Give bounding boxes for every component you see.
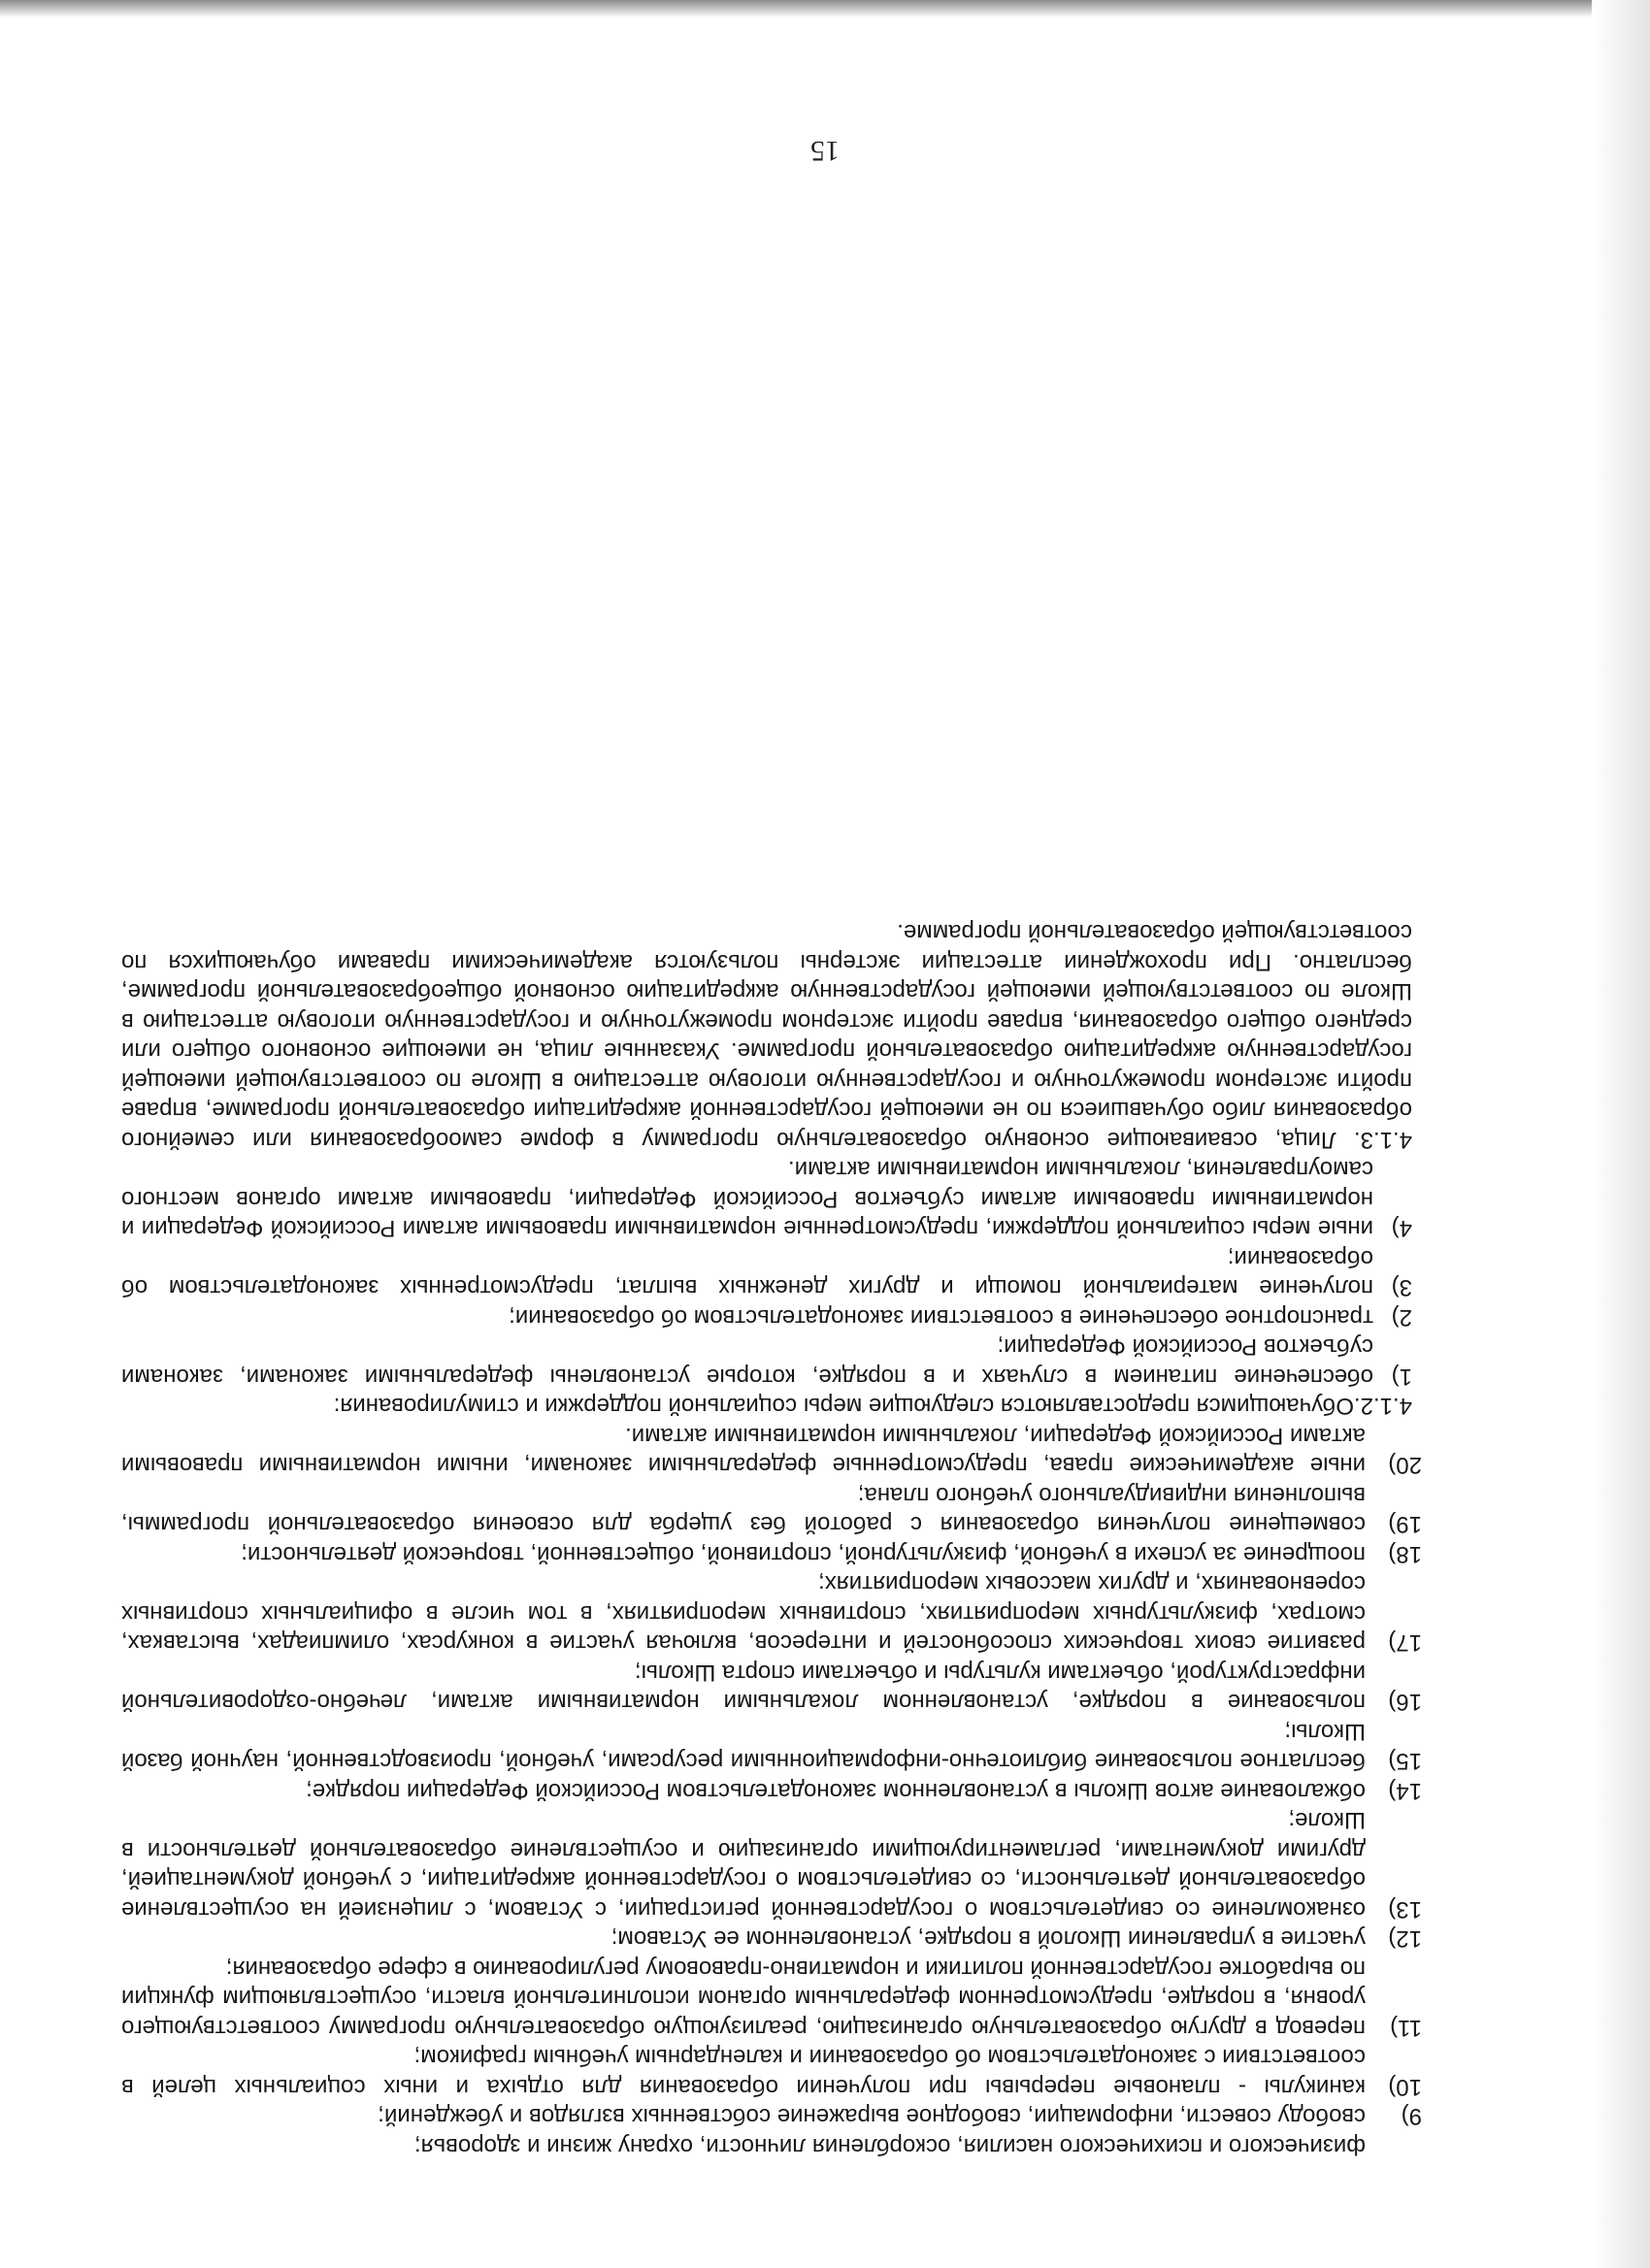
list-item-text: ознакомление со свидетельством о государственной регистрации, с Уставом, с лицензией на осуществление образовательной деятельности, со свидетельством о государственной аккредитации, с учебной документацией, другими документами, регламентирующими организацию и осуществление образовательной деятельности в Школе; — [121, 1807, 1366, 1923]
list-item-number: 14) — [1388, 1778, 1422, 1804]
list-item-number: 10) — [1388, 2074, 1422, 2100]
clause-4-1-3: 4.1.3. Лица, осваивающие основную образовательную программу в форме самообразования или семейного образования либо обучавшиеся по не имеющей государственной аккредитации образовательной программе, вправе пройти экстерном промежуточную и государственную итоговую аттестацию в Школе по соответствующей имеющей государственную аккредитацию образовательной программе. Указанные лица, не имеющие основного общего или среднего общего образования, вправе пройти экстерном промежуточную и государственную итоговую аттестацию в Школе по соответствующей имеющей государственную аккредитацию основной общеобразовательной программе, бесплатно. При прохождении аттестации экстерны пользуются академическими правами обучающихся по соответствующей образовательной программе. — [121, 919, 1412, 1153]
list-item-text: поощрение за успехи в учебной, физкультурной, спортивной, общественной, творческой деятельности; — [241, 1541, 1366, 1567]
list-item — [121, 1243, 1412, 1302]
list-item-text: бесплатное пользование библиотечно-информационными ресурсами, учебной, производственной, научной базой Школы; — [121, 1719, 1366, 1775]
list-item-number: 4) — [1391, 1215, 1412, 1242]
list-item-number: 2) — [1391, 1304, 1412, 1331]
list-item-number: 19) — [1388, 1511, 1422, 1538]
list-item — [121, 1923, 1422, 1954]
list-item-number: 12) — [1388, 1925, 1422, 1953]
list-item — [121, 1776, 1422, 1806]
list-item — [121, 1658, 1422, 1717]
list-item — [121, 1480, 1422, 1539]
list-item — [121, 1154, 1412, 1243]
list-item — [121, 1331, 1412, 1391]
page-number: 15 — [810, 135, 840, 167]
list-item-text: каникулы - плановые перерывы при получении образования для отдыха и иных социальных целей в соответствии с законодательством об образовании и календарным учебным графиком; — [121, 2044, 1366, 2100]
list-item — [121, 2042, 1422, 2101]
list-item — [121, 2131, 1412, 2161]
list-item-text: пользование в порядке, установленном локальными нормативными актами, лечебно-оздоровительной инфраструктурой, объектами культуры и объектами спорта Школы; — [121, 1660, 1366, 1716]
list-item-number: 3) — [1391, 1274, 1412, 1301]
list-item-text: участие в управлении Школой в порядке, установленном ее Уставом; — [610, 1925, 1366, 1953]
support-measures-list — [121, 1154, 1412, 1391]
list-item-number: 18) — [1388, 1541, 1422, 1567]
list-item-text: обжалование актов Школы в установленном законодательством Российской Федерации порядке; — [306, 1778, 1366, 1804]
list-item-number: 9) — [1401, 2103, 1422, 2130]
list-item-text: иные меры социальной поддержки, предусмотренные нормативными правовыми актами Российской Федерации и нормативными правовыми актами субъектов Российской Федерации, правовыми актами органов местного самоуправления, локальными нормативными актами. — [121, 1156, 1373, 1242]
list-item — [121, 1539, 1422, 1569]
rights-list — [121, 1421, 1422, 2161]
list-item-text: перевод в другую образовательную организацию, реализующую образовательную программу соответствующего уровня, в порядке, предусмотренном федеральным органом исполнительной власти, осуществляющим функции по выработке государственной политики и нормативно-правовому регулированию в сфере образования; — [121, 1956, 1366, 2041]
list-item — [121, 1805, 1422, 1923]
list-item-text: свободу совести, информации, свободное выражение собственных взглядов и убеждений; — [378, 2103, 1366, 2130]
list-item-number: 15) — [1388, 1748, 1422, 1775]
list-item-number: 17) — [1388, 1629, 1422, 1657]
list-item-text: обеспечение питанием в случаях и в порядке, которые установлены федеральными законами, законами субъектов Российской Федерации; — [121, 1333, 1373, 1390]
list-item — [121, 2101, 1422, 2131]
list-item-text: получение материальной помощи и других денежных выплат, предусмотренных законодательством об образовании; — [121, 1245, 1373, 1301]
clause-4-1-2: 4.1.2.Обучающимся предоставляются следующие меры социальной поддержки и стимулирования: — [333, 1393, 1412, 1420]
list-item — [121, 1568, 1422, 1658]
list-item-number: 11) — [1390, 2015, 1422, 2041]
list-item-number: 1) — [1391, 1364, 1412, 1390]
list-item-number: 13) — [1388, 1896, 1422, 1923]
list-item — [121, 1421, 1422, 1480]
list-item — [121, 1954, 1422, 2043]
document-body — [121, 917, 1422, 2160]
list-item-number: 20) — [1388, 1452, 1422, 1479]
list-item-text: иные академические права, предусмотренные федеральными законами, иными нормативными правовыми актами Российской Федерации, локальными нормативными актами. — [121, 1423, 1366, 1479]
list-item-text: развитие своих творческих способностей и интересов, включая участие в конкурсах, олимпиадах, выставках, смотрах, физкультурных мероприятиях, спортивных мероприятиях, в том числе в официальных спортивных соревнованиях, и других массовых мероприятиях; — [121, 1570, 1366, 1657]
list-item-text: транспортное обеспечение в соответствии законодательством об образовании; — [509, 1304, 1373, 1331]
list-item-text: физического и психического насилия, оскорбления личности, охрану жизни и здоровья; — [413, 2133, 1366, 2159]
list-item — [121, 1717, 1422, 1776]
list-item — [121, 1302, 1412, 1332]
list-item-number: 16) — [1388, 1689, 1422, 1716]
list-item-text: совмещение получения образования с работой без ущерба для освоения образовательной программы, выполнения индивидуального учебного плана; — [121, 1482, 1366, 1538]
